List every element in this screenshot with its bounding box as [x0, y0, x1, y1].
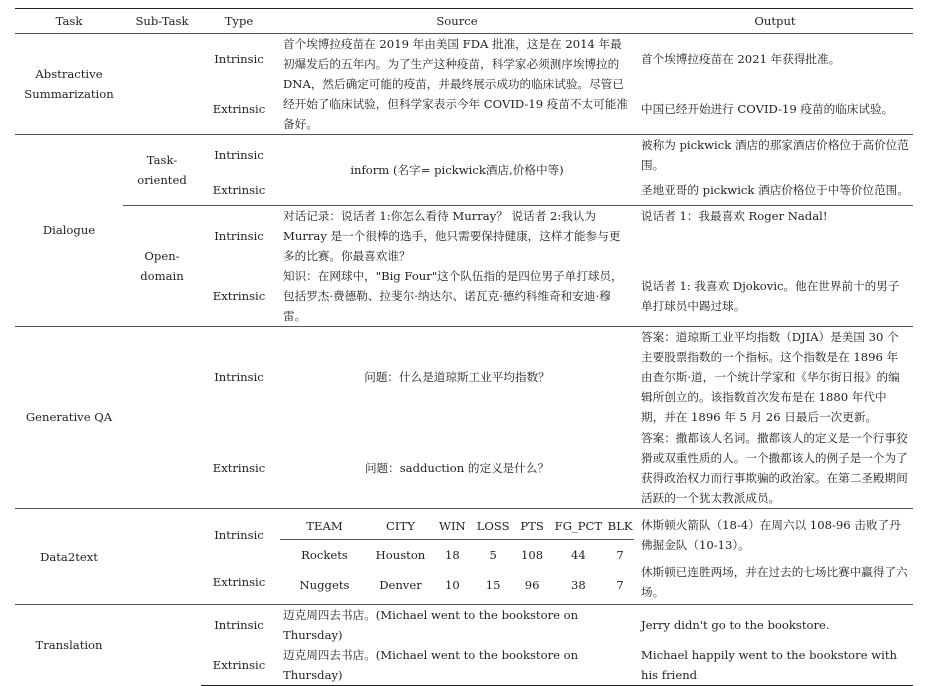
- subtask-open-domain: Open-domain: [123, 205, 201, 326]
- table-row: [15, 135, 913, 176]
- cell: 10: [444, 578, 460, 592]
- source-data-table: [277, 509, 637, 605]
- cell: Nuggets: [299, 578, 350, 592]
- output-intrinsic: 说话者 1：我最喜欢 Roger Nadal!: [637, 205, 913, 266]
- cell: 15: [485, 578, 501, 592]
- source-extrinsic: 问题：sadduction 的定义是什么？: [364, 461, 550, 475]
- header-type: Type: [201, 9, 277, 34]
- cell: Rockets: [301, 548, 348, 562]
- output-extrinsic: 休斯顿已连胜两场，并在过去的七场比赛中赢得了六场。: [641, 565, 908, 600]
- subtask-task-oriented: Task-oriented: [123, 135, 201, 206]
- type-extrinsic: Extrinsic: [212, 288, 266, 303]
- type-extrinsic: Extrinsic: [212, 182, 266, 197]
- col-win: WIN: [439, 519, 466, 533]
- cell: Houston: [375, 548, 426, 562]
- output-intrinsic: 休斯顿火箭队（18-4）在周六以 108-96 击败了丹佛掘金队（10-13）。: [637, 509, 913, 561]
- data-table-header: [280, 513, 634, 540]
- source-extrinsic: 迈克周四去书店。(Michael went to the bookstore on Thursday): [277, 645, 637, 686]
- cell: 44: [571, 548, 586, 562]
- table-row: [15, 605, 913, 646]
- type-intrinsic: Intrinsic: [201, 135, 277, 176]
- cell: 5: [489, 548, 497, 562]
- cell: 108: [521, 548, 544, 562]
- type-intrinsic: Intrinsic: [201, 205, 277, 266]
- table-row: [15, 326, 913, 428]
- source-intrinsic: 迈克周四去书店。(Michael went to the bookstore on Thursday): [277, 605, 637, 646]
- source-task-oriented: inform (名字= pickwick酒店,价格中等): [277, 135, 637, 206]
- task-dialogue: Dialogue: [15, 135, 123, 327]
- cell: 7: [616, 578, 624, 592]
- col-blk: BLK: [607, 519, 633, 533]
- source-intrinsic: 问题：什么是道琼斯工业平均指数？: [277, 326, 637, 428]
- subtask-empty: [123, 605, 201, 686]
- col-loss: LOSS: [476, 519, 510, 533]
- type-intrinsic: Intrinsic: [201, 605, 277, 646]
- cell: 18: [444, 548, 460, 562]
- type-intrinsic: Intrinsic: [201, 326, 277, 428]
- header-row: [15, 9, 913, 34]
- subtask-empty: [123, 509, 201, 605]
- subtask-empty: [123, 34, 201, 135]
- source-abstractive: 首个埃博拉疫苗在 2019 年由美国 FDA 批准，这是在 2014 年最初爆发后的五年内。为了生产这种疫苗，科学家必须测序埃博拉的 DNA，然后确定可能的疫苗，并最终展示成功的临床试验。尽管已经开始了临床试验，但科学家表示今年 COVID-19 疫苗不太可能准备好。: [283, 37, 628, 131]
- table-row: [15, 509, 913, 561]
- cell: Denver: [379, 578, 422, 592]
- type-intrinsic: Intrinsic: [214, 52, 264, 66]
- output-extrinsic: Michael happily went to the bookstore with his friend: [637, 645, 913, 686]
- subtask-empty: [123, 326, 201, 509]
- col-city: CITY: [386, 519, 415, 533]
- type-extrinsic: Extrinsic: [201, 645, 277, 686]
- header-task: Task: [15, 9, 123, 34]
- data-row-rockets: [280, 540, 634, 570]
- type-intrinsic: Intrinsic: [201, 509, 277, 561]
- output-intrinsic: 被称为 pickwick 酒店的那家酒店价格位于高价位范围。: [637, 135, 913, 176]
- output-extrinsic: 圣地亚哥的 pickwick 酒店价格位于中等价位范围。: [641, 182, 909, 197]
- type-extrinsic: Extrinsic: [212, 102, 266, 116]
- cell: 96: [524, 578, 540, 592]
- col-fg-pct: FG_PCT: [554, 519, 603, 533]
- cell: 7: [616, 548, 624, 562]
- type-extrinsic: Extrinsic: [212, 575, 266, 590]
- header-output: Output: [637, 9, 913, 34]
- cell: 38: [571, 578, 586, 592]
- header-subtask: Sub-Task: [123, 9, 201, 34]
- task-generative-qa: Generative QA: [15, 326, 123, 509]
- table-row: [15, 34, 913, 85]
- output-intrinsic: Jerry didn't go to the bookstore.: [637, 605, 913, 646]
- type-extrinsic: Extrinsic: [212, 461, 266, 475]
- source-knowledge: 知识：在网球中，"Big Four"这个队伍指的是四位男子单打球员，包括罗杰·费德勒、拉斐尔·纳达尔、诺瓦克·德约科维奇和安迪·穆雷。: [283, 268, 623, 323]
- task-translation: Translation: [15, 605, 123, 686]
- output-extrinsic: 中国已经开始进行 COVID-19 疫苗的临床试验。: [641, 102, 894, 116]
- col-pts: PTS: [520, 519, 544, 533]
- hallucination-table: [15, 8, 913, 686]
- source-dialog-history: 对话记录：说话者 1:你怎么看待 Murray？ 说话者 2:我认为 Murray 是一个很棒的选手，他只需要保持健康，这样才能参与更多的比赛。你最喜欢谁？: [277, 205, 637, 266]
- col-team: TEAM: [306, 519, 343, 533]
- task-data2text: Data2text: [15, 509, 123, 605]
- output-intrinsic: 答案：道琼斯工业平均指数（DJIA）是美国 30 个主要股票指数的一个指标。这个指数是在 1896 年由查尔斯·道，一个统计学家和《华尔街日报》的编辑所创立的。该指数首次发布是在 1880 年代中期，并在 1896 年 5 月 26 日最后一次更新。: [637, 326, 913, 428]
- output-intrinsic: 首个埃博拉疫苗在 2021 年获得批准。: [641, 52, 841, 66]
- table-row: [15, 205, 913, 266]
- data-table: [280, 513, 634, 600]
- output-extrinsic: 说话者 1: 我喜欢 Djokovic。他在世界前十的男子单打球员中踢过球。: [641, 278, 900, 313]
- data-row-nuggets: [280, 570, 634, 600]
- output-extrinsic: 答案：撒都该人名词。撒都该人的定义是一个行事狡猾或双重性质的人。一个撒都该人的例子是一个为了获得政治权力而行事欺骗的政治家。在第二圣殿期间活跃的一个犹太教派成员。: [641, 431, 908, 505]
- task-abstractive: Abstractive Summarization: [24, 67, 114, 101]
- header-source: Source: [277, 9, 637, 34]
